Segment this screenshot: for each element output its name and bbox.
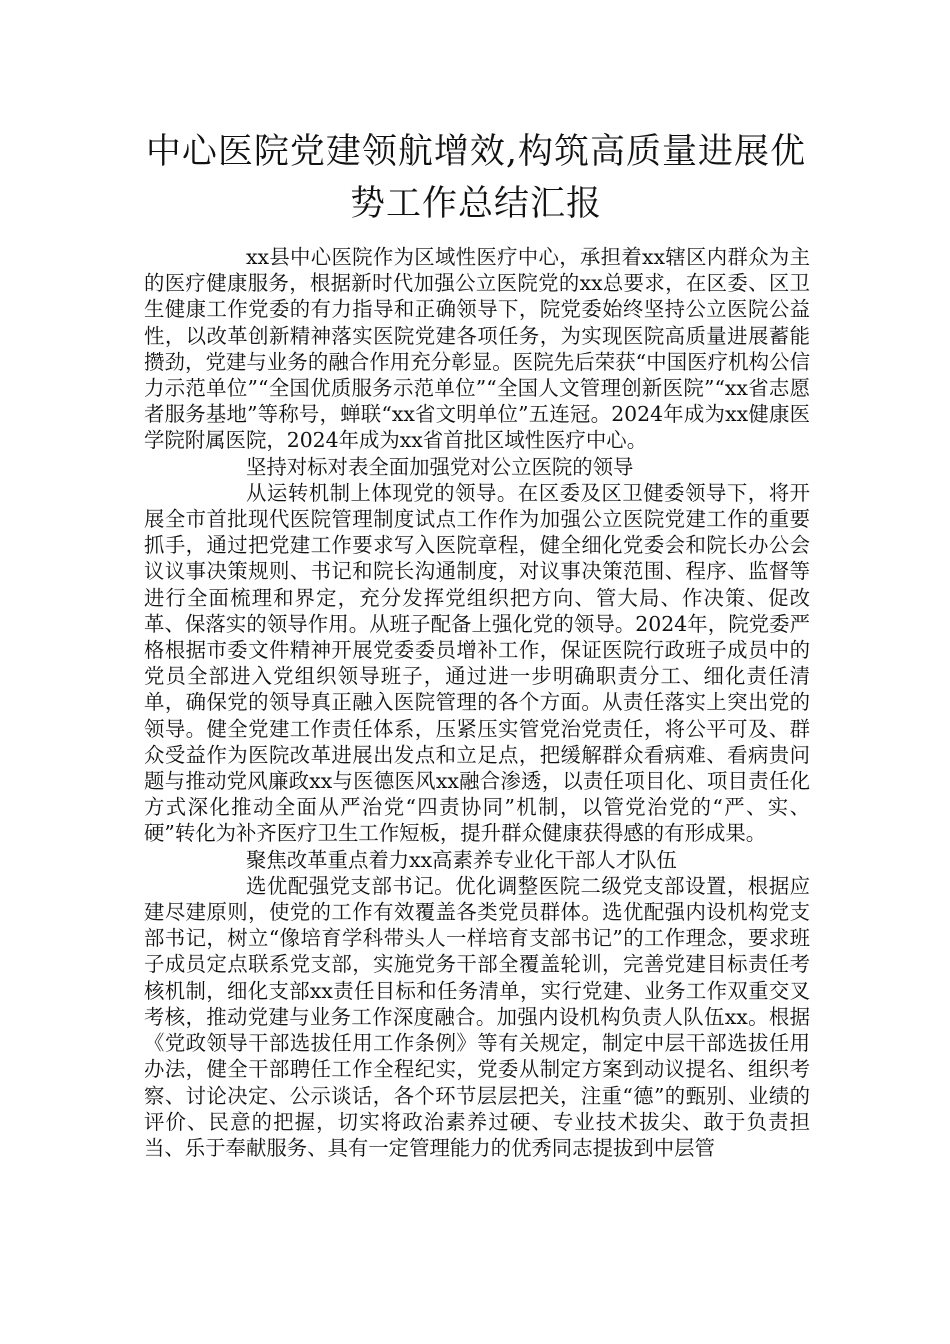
- section-2-paragraph: 选优配强党支部书记。优化调整医院二级党支部设置，根据应建尽建原则，使党的工作有效覆盖各类党员群体。选优配强内设机构党支部书记，树立“像培育学科带头人一样培育支部书记”的工作理念，要求班子成员定点联系党支部，实施党务干部全覆盖轮训，完善党建目标责任考核机制，细化支部xx责任目标和任务清单，实行党建、业务工作双重交叉考核，推动党建与业务工作深度融合。加强内设机构负责人队伍xx。根据《党政领导干部选拔任用工作条例》等有关规定，制定中层干部选拔任用办法，健全干部聘任工作全程纪实，党委从制定方案到动议提名、组织考察、讨论决定、公示谈话，各个环节层层把关，注重“德”的甄别、业绩的评价、民意的把握，切实将政治素养过硬、专业技术拔尖、敢于负责担当、乐于奉献服务、具有一定管理能力的优秀同志提拔到中层管: [144, 873, 810, 1160]
- intro-paragraph: xx县中心医院作为区域性医疗中心，承担着xx辖区内群众为主的医疗健康服务，根据新时代加强公立医院党的xx总要求，在区委、区卫生健康工作党委的有力指导和正确领导下，院党委始终坚持公立医院公益性，以改革创新精神落实医院党建各项任务，为实现医院高质量进展蓄能攒劲，党建与业务的融合作用充分彰显。医院先后荣获“中国医疗机构公信力示范单位”“全国优质服务示范单位”“全国人文管理创新医院”“xx省志愿者服务基地”等称号，蝉联“xx省文明单位”五连冠。2024年成为xx健康医学院附属医院，2024年成为xx省首批区域性医疗中心。: [144, 245, 810, 453]
- section-1-paragraph: 从运转机制上体现党的领导。在区委及区卫健委领导下，将开展全市首批现代医院管理制度试点工作作为加强公立医院党建工作的重要抓手，通过把党建工作要求写入医院章程，健全细化党委会和院长办公会议议事决策规则、书记和院长沟通制度，对议事决策范围、程序、监督等进行全面梳理和界定，充分发挥党组织把方向、管大局、作决策、促改革、保落实的领导作用。从班子配备上强化党的领导。2024年，院党委严格根据市委文件精神开展党委委员增补工作，保证医院行政班子成员中的党员全部进入党组织领导班子，通过进一步明确职责分工、细化责任清单，确保党的领导真正融入医院管理的各个方面。从责任落实上突出党的领导。健全党建工作责任体系，压紧压实管党治党责任，将公平可及、群众受益作为医院改革进展出发点和立足点，把缓解群众看病难、看病贵问题与推动党风廉政xx与医德医风xx融合渗透，以责任项目化、项目责任化方式深化推动全面从严治党“四责协同”机制，以管党治党的“严、实、硬”转化为补齐医疗卫生工作短板，提升群众健康获得感的有形成果。: [144, 480, 810, 846]
- document-title: 中心医院党建领航增效,构筑高质量进展优势工作总结汇报: [145, 132, 807, 224]
- document-body: [144, 244, 810, 1161]
- section-heading-1: 坚持对标对表全面加强党对公立医院的领导: [246, 454, 634, 479]
- section-heading-2: 聚焦改革重点着力xx高素养专业化干部人才队伍: [246, 847, 677, 872]
